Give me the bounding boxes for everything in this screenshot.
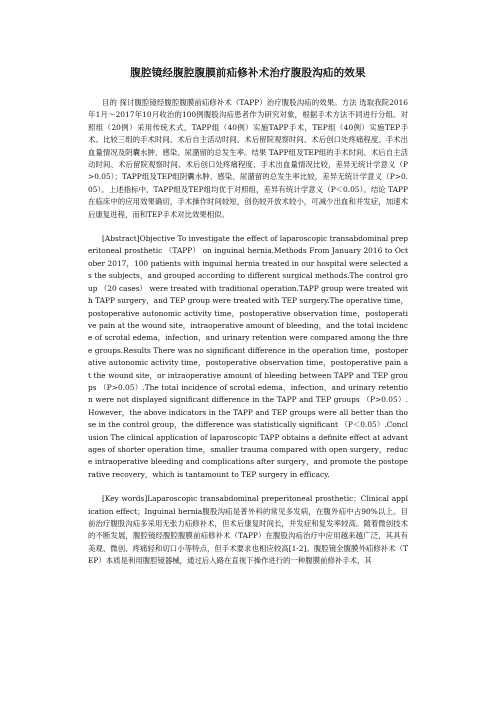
- chinese-abstract: 目的 探讨腹腔镜经腹腔腹膜前疝修补术（TAPP）治疗腹股沟疝的效果。方法 选取我院2016年1月～2017年10月收治的100例腹股沟疝患者作为研究对象，根据手术方法不同进行分组。对照组（20例）采用传统术式，TAPP组（40例）实施TAPP手术，TEP组（40例）实施TEP手术。比较三组的手术时间、术后自主活动时间、术后留院观察时间、术后创口处疼痛程度、手术出血量情况及阴囊水肿、感染、尿潴留的总发生率。结果 TAPP组及TEP组的手术时间、术后自主活动时间、术后留院观察时间、术后创口处疼痛程度、手术出血量情况比较，差异无统计学意义（P>0.05）；TAPP组及TEP组阴囊水肿、感染、尿潴留的总发生率比较，差异无统计学意义（P>0.05）。上述指标中，TAPP组及TEP组均优于对照组，差异有统计学意义（P＜0.05）。结论 TAPP在临床中的应用效果确切，手术操作时间较短，创伤较开放术较小，可减少出血和并发症，加速术后康复进程，而和TEP手术对比效果相似。: [88, 98, 408, 219]
- keywords-and-introduction: [Key words]Laparoscopic transabdominal preperitoneal prosthetic；Clinical application effect；Inguinal hernia腹股沟疝是普外科的常见多发病，在腹外疝中占90%以上。目前治疗腹股沟疝多采用无张力疝修补术，但术后康复时间长，并发症和复发率较高。随着微创技术的不断发展，腹腔镜经腹腔腹膜前疝修补术（TAPP）在腹股沟疝治疗中应用越来越广泛，其具有美观、微创、疼痛轻和切口小等特点，但手术要求也相应较高[1-2]。腹腔镜全腹膜外疝修补术（TEP）本质是利用腹腔镜器械，通过后入路在直视下操作进行的一种腹膜前修补手术，其: [88, 494, 408, 566]
- english-abstract: [Abstract]Objective To investigate the effect of laparoscopic transabdominal preperitoneal prosthetic （TAPP） on inguinal hernia.Methods From January 2016 to October 2017，100 patients with inguinal hernia treated in our hospital were selected as the subjects，and grouped according to different surgical methods.The control group （20 cases） were treated with traditional operation.TAPP group were treated with TAPP surgery，and TEP group were treated with TEP surgery.The operative time，postoperative autonomic activity time，postoperative observation time，postoperative pain at the wound site，intraoperative amount of bleeding，and the total incidence of scrotal edema，infection，and urinary retention were compared among the three groups.Results There was no significant difference in the operation time，postoperative autonomic activity time，postoperative observation time，postoperative pain at the wound site，or intraoperative amount of bleeding between TAPP and TEP groups （P>0.05）.The total incidence of scrotal edema，infection，and urinary retention were not displayed significant difference in the TAPP and TEP groups （P>0.05）.However，the above indicators in the TAPP and TEP groups were all better than those in the control group，the difference was statistically significant （P＜0.05）.Conclusion The clinical application of laparoscopic TAPP obtains a definite effect at advantages of shorter operation time，smaller trauma compared with open surgery，reduce intraoperative bleeding and complications after surgery，and promote the postoperative recovery，which is tantamount to TEP surgery in efficacy.: [88, 234, 408, 479]
- paper-title: 腹腔镜经腹腔腹膜前疝修补术治疗腹股沟疝的效果: [130, 67, 366, 79]
